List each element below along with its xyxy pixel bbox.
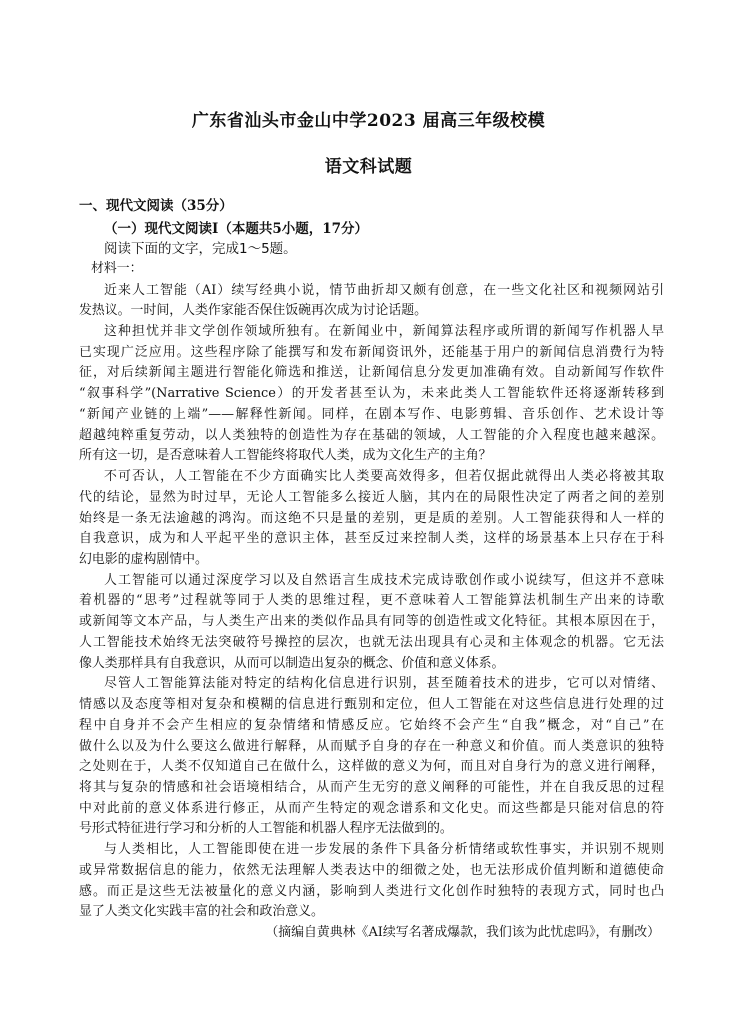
passage-line: 尽管人工智能算法能对特定的结构化信息进行识别，甚至随着技术的进步，它可以对情绪、 [104,676,664,691]
passage-line: 程中自身并不会产生相应的复杂情绪和情感反应。它始终不会产生“自我”概念，对“自己”在 [79,718,664,733]
reading-instruction: 阅读下面的文字，完成1～5题。 [104,241,297,257]
passage-line: 着机器的“思考”过程就等同于人类的思维过程，更不意味着人工智能算法机制生产出来的诗歌 [79,593,664,608]
passage-line: 幻电影的虚构剧情中。 [79,552,208,567]
passage-line: 征，对后续新闻主题进行智能化筛选和推送，让新闻信息分发更加准确有效。自动新闻写作软件 [79,365,664,380]
passage-line: 做什么以及为什么要这么做进行解释，从而赋予自身的存在一种意义和价值。而人类意识的独特 [79,739,664,754]
passage-line: 或异常数据信息的能力，依然无法理解人类表达中的细微之处，也无法形成价值判断和道德使命 [79,863,664,878]
passage-line: 近来人工智能（AI）续写经典小说，情节曲折却又颇有创意，在一些文化社区和视频网站引 [104,283,664,298]
passage-line: 中对此前的意义体系进行修正，从而产生特定的观念谱系和文化史。而这些都是只能对信息的符 [79,801,664,816]
passage-line: 始终是一条无法逾越的鸿沟。而这绝不只是量的差别，更是质的差别。人工智能获得和人一样的 [79,511,664,526]
passage-line: “叙事科学”(Narrative Science）的开发者甚至认为，未来此类人工智能软件还将逐渐转移到 [79,386,664,401]
source-citation: （摘编自黄典林《AI续写名著成爆款，我们该为此忧虑吗》，有删改） [265,925,660,940]
passage-line: 发热议。一时间，人类作家能否保住饭碗再次成为讨论话题。 [79,303,428,318]
section-heading: 一、现代文阅读（35分） [79,198,233,214]
passage-line: 不可否认，人工智能在不少方面确实比人类要高效得多，但若仅据此就得出人类必将被其取 [104,469,664,484]
exam-subtitle: 语文科试题 [324,157,413,177]
passage-line: 情感以及态度等相对复杂和模糊的信息进行甄别和定位，但人工智能在对这些信息进行处理的过 [79,697,664,712]
passage-line: 自我意识，成为和人平起平坐的意识主体，甚至反过来控制人类，这样的场景基本上只存在于科 [79,531,664,546]
passage-line: 与人类相比，人工智能即使在进一步发展的条件下具备分析情绪或软性事实，并识别不规则 [104,842,664,857]
passage-line: 已实现广泛应用。这些程序除了能撰写和发布新闻资讯外，还能基于用户的新闻信息消费行为特 [79,345,664,360]
passage-line: 超越纯粹重复劳动，以人类独特的创造性为存在基础的领域，人工智能的介入程度也越来越深。 [79,428,664,443]
passage-line: 或新闻等文本产品，与人类生产出来的类似作品具有同等的创造性或文化特征。其根本原因在于， [79,614,664,629]
passage-line: 显了人类文化实践丰富的社会和政治意义。 [79,904,324,919]
passage-line: 将其与复杂的情感和社会语境相结合，从而产生无穷的意义阐释的可能性，并在自我反思的过程 [79,780,664,795]
passage-line: 人工智能技术始终无法突破符号操控的层次，也就无法出现具有心灵和主体观念的机器。它无法 [79,635,664,650]
exam-title: 广东省汕头市金山中学2023 届高三年级校模 [191,111,546,131]
passage-line: 人工智能可以通过深度学习以及自然语言生成技术完成诗歌创作或小说续写，但这并不意味 [104,573,664,588]
passage-line: 像人类那样具有自我意识，从而可以制造出复杂的概念、价值和意义体系。 [79,656,505,671]
subsection-heading: （一）现代文阅读Ⅰ（本题共5小题，17分） [104,221,368,237]
passage-line: 感。而正是这些无法被量化的意义内涵，影响到人类进行文化创作时独特的表现方式，同时也凸 [79,884,664,899]
passage-line: “新闻产业链的上端”——解释性新闻。同样，在剧本写作、电影剪辑、音乐创作、艺术设计等 [79,407,664,422]
passage-line: 这种担忧并非文学创作领域所独有。在新闻业中，新闻算法程序或所谓的新闻写作机器人早 [104,324,664,339]
passage-line: 代的结论，显然为时过早，无论人工智能多么接近人脑，其内在的局限性决定了两者之间的差别 [79,490,664,505]
passage-line: 所有这一切，是否意味着人工智能终将取代人类，成为文化生产的主角？ [79,448,492,463]
passage-line: 号形式特征进行学习和分析的人工智能和机器人程序无法做到的。 [79,821,453,836]
passage-line: 之处则在于，人类不仅知道自己在做什么，这样做的意义为何，而且对自身行为的意义进行阐释， [79,759,664,774]
material-label: 材料一： [91,261,143,276]
